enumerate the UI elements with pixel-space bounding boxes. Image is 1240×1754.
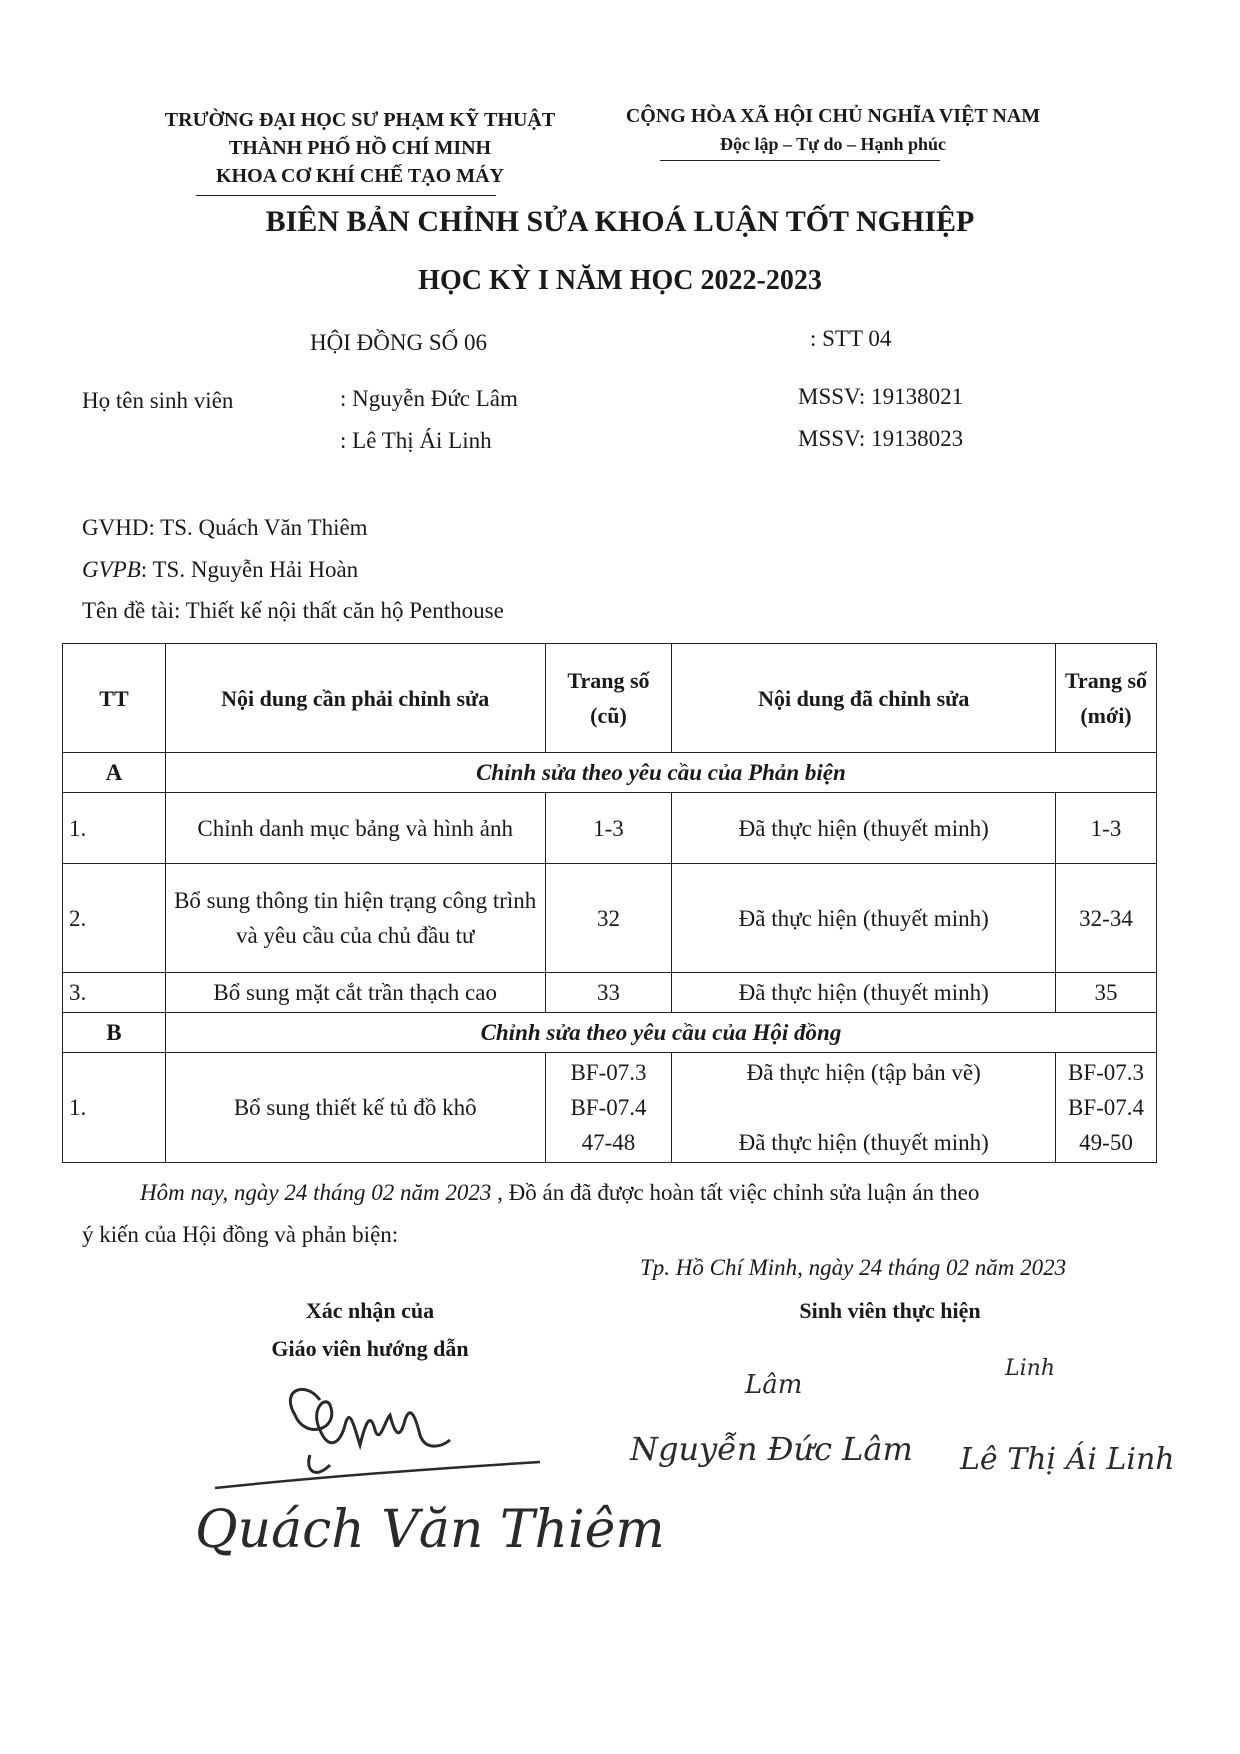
students-label: Họ tên sinh viên bbox=[82, 388, 234, 413]
row-tt: 1. bbox=[63, 793, 166, 864]
advisor-role-2: Giáo viên hướng dẫn bbox=[271, 1336, 469, 1361]
old-page-line: 47-48 bbox=[581, 1130, 636, 1155]
header-tt: TT bbox=[63, 644, 166, 753]
council-number: HỘI ĐỒNG SỐ 06 bbox=[310, 330, 487, 355]
student-block bbox=[760, 1292, 1020, 1330]
table-row bbox=[63, 864, 1157, 973]
page-subtitle: HỌC KỲ I NĂM HỌC 2022-2023 bbox=[418, 265, 822, 296]
student-2-mssv: MSSV: 19138023 bbox=[798, 426, 964, 451]
header-new-page: Trang số (mới) bbox=[1056, 644, 1157, 753]
reviewer-value: : TS. Nguyễn Hải Hoàn bbox=[140, 557, 359, 582]
school-name-line2: THÀNH PHỐ HỒ CHÍ MINH bbox=[228, 137, 492, 159]
topic-line: Tên đề tài: Thiết kế nội thất căn hộ Penthouse bbox=[82, 598, 504, 623]
row-new-page: 35 bbox=[1056, 973, 1157, 1013]
country-name: CỘNG HÒA XÃ HỘI CHỦ NGHĨA VIỆT NAM bbox=[625, 105, 1041, 127]
stt-number: : STT 04 bbox=[810, 326, 892, 351]
old-page-line: BF-07.3 bbox=[570, 1060, 647, 1085]
table-row bbox=[63, 793, 1157, 864]
page-title: BIÊN BẢN CHỈNH SỬA KHOÁ LUẬN TỐT NGHIỆP bbox=[265, 205, 975, 238]
section-a-label: Chỉnh sửa theo yêu cầu của Phản biện bbox=[165, 753, 1156, 793]
header-done: Nội dung đã chỉnh sửa bbox=[672, 644, 1056, 753]
row-old-page bbox=[545, 1053, 672, 1163]
completion-line-2: ý kiến của Hội đồng và phản biện: bbox=[82, 1222, 399, 1247]
row-done: Đã thực hiện (thuyết minh) bbox=[672, 973, 1056, 1013]
section-a-row bbox=[63, 753, 1157, 793]
row-done: Đã thực hiện (thuyết minh) bbox=[672, 864, 1056, 973]
student-role: Sinh viên thực hiện bbox=[799, 1298, 981, 1323]
section-b-label: Chỉnh sửa theo yêu cầu của Hội đồng bbox=[165, 1013, 1156, 1053]
header-old-page: Trang số (cũ) bbox=[545, 644, 672, 753]
row-content: Chỉnh danh mục bảng và hình ảnh bbox=[165, 793, 545, 864]
student-1-name: : Nguyễn Đức Lâm bbox=[340, 386, 518, 411]
row-tt: 2. bbox=[63, 864, 166, 973]
advisor-line: GVHD: TS. Quách Văn Thiêm bbox=[82, 515, 368, 540]
new-page-line: BF-07.4 bbox=[1067, 1095, 1145, 1120]
row-tt: 3. bbox=[63, 973, 166, 1013]
student-1-handwritten-name: Nguyễn Đức Lâm bbox=[630, 1430, 913, 1468]
school-name-line1: TRƯỜNG ĐẠI HỌC SƯ PHẠM KỸ THUẬT bbox=[164, 109, 556, 131]
place-date: Tp. Hồ Chí Minh, ngày 24 tháng 02 năm 2023 bbox=[640, 1255, 1067, 1280]
student-2-handwritten-name: Lê Thị Ái Linh bbox=[960, 1442, 1175, 1477]
section-b-code: B bbox=[63, 1013, 166, 1053]
row-new-page: 32-34 bbox=[1056, 864, 1157, 973]
motto: Độc lập – Tự do – Hạnh phúc bbox=[719, 134, 947, 154]
row-content: Bổ sung thông tin hiện trạng công trình và yêu cầu của chủ đầu tư bbox=[165, 864, 545, 973]
header-right-underline bbox=[660, 160, 940, 161]
revision-table bbox=[62, 643, 1157, 1163]
advisor-block bbox=[220, 1292, 520, 1368]
table-header-row bbox=[63, 644, 1157, 753]
student-1-mssv: MSSV: 19138021 bbox=[798, 384, 964, 409]
faculty-name: KHOA CƠ KHÍ CHẾ TẠO MÁY bbox=[216, 165, 504, 187]
header-content: Nội dung cần phải chỉnh sửa bbox=[165, 644, 545, 753]
table-row bbox=[63, 1053, 1157, 1163]
row-done bbox=[672, 1053, 1056, 1163]
row-new-page: 1-3 bbox=[1056, 793, 1157, 864]
header-school bbox=[150, 106, 570, 190]
completion-date: Hôm nay, ngày 24 tháng 02 năm 2023 bbox=[140, 1180, 492, 1205]
completion-text: , Đồ án đã được hoàn tất việc chỉnh sửa luận án theo bbox=[491, 1180, 980, 1205]
advisor-signature bbox=[210, 1370, 550, 1490]
section-a-code: A bbox=[63, 753, 166, 793]
header-country bbox=[608, 102, 1058, 158]
student-2-signature-mark: Linh bbox=[1005, 1356, 1055, 1381]
student-2-name: : Lê Thị Ái Linh bbox=[340, 428, 492, 453]
reviewer-line bbox=[82, 557, 358, 583]
row-old-page: 32 bbox=[545, 864, 672, 973]
row-tt: 1. bbox=[63, 1053, 166, 1163]
row-done: Đã thực hiện (thuyết minh) bbox=[672, 793, 1056, 864]
row-old-page: 1-3 bbox=[545, 793, 672, 864]
row-content: Bổ sung thiết kế tủ đồ khô bbox=[165, 1053, 545, 1163]
student-1-signature-mark: Lâm bbox=[745, 1370, 803, 1400]
advisor-role-1: Xác nhận của bbox=[305, 1298, 435, 1323]
done-line: Đã thực hiện (tập bản vẽ) bbox=[746, 1060, 981, 1085]
new-page-line: 49-50 bbox=[1079, 1130, 1133, 1155]
row-old-page: 33 bbox=[545, 973, 672, 1013]
advisor-handwritten-name: Quách Văn Thiêm bbox=[195, 1500, 665, 1560]
completion-line-1 bbox=[140, 1180, 979, 1206]
section-b-row bbox=[63, 1013, 1157, 1053]
row-new-page bbox=[1056, 1053, 1157, 1163]
reviewer-label: GVPB bbox=[82, 557, 141, 582]
done-line: Đã thực hiện (thuyết minh) bbox=[738, 1130, 989, 1155]
table-row bbox=[63, 973, 1157, 1013]
old-page-line: BF-07.4 bbox=[570, 1095, 647, 1120]
row-content: Bổ sung mặt cắt trần thạch cao bbox=[165, 973, 545, 1013]
header-left-underline bbox=[196, 195, 496, 196]
new-page-line: BF-07.3 bbox=[1067, 1060, 1145, 1085]
